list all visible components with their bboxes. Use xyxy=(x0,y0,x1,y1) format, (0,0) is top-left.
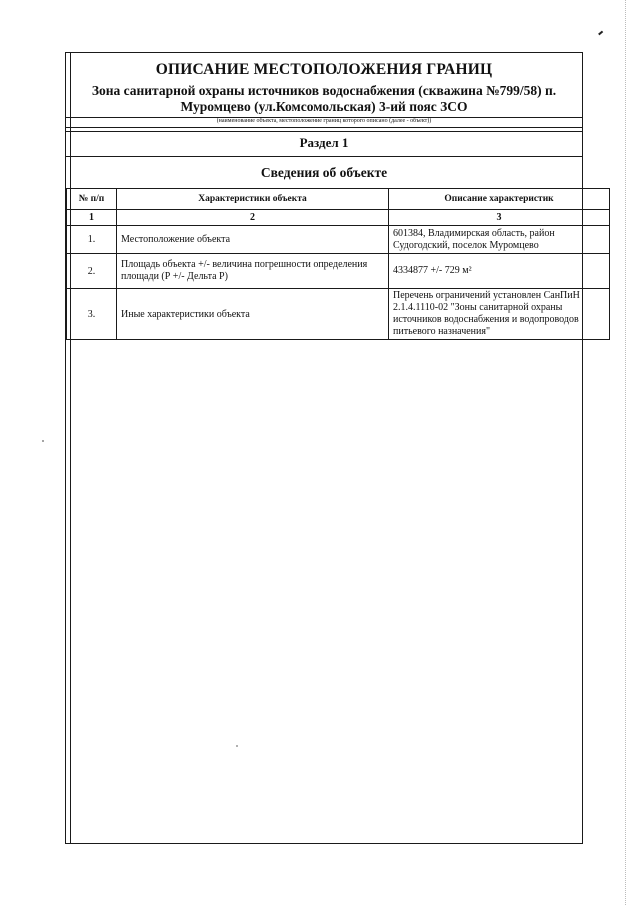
table-row xyxy=(67,254,610,289)
object-info-table xyxy=(66,188,610,340)
row-number: 3. xyxy=(67,289,117,340)
object-name-caption: (наименование объекта, местоположение границ которого описано (далее - объект)) xyxy=(216,118,432,124)
row-characteristic: Площадь объекта +/- величина погрешности определения площади (Р +/- Дельта Р) xyxy=(117,254,389,289)
row-description: Перечень ограничений установлен СанПиН 2.1.4.1110-02 "Зоны санитарной охраны источников водоснабжения и водопроводов питьевого назначения" xyxy=(389,289,610,340)
section-label: Раздел 1 xyxy=(299,135,349,150)
column-header-description: Описание характеристик xyxy=(389,189,610,210)
divider xyxy=(66,127,582,128)
row-characteristic: Иные характеристики объекта xyxy=(117,289,389,340)
row-description: 601384, Владимирская область, район Судогодский, поселок Муромцево xyxy=(389,226,610,254)
document-title: ОПИСАНИЕ МЕСТОПОЛОЖЕНИЯ ГРАНИЦ xyxy=(155,61,493,78)
table-row xyxy=(67,289,610,340)
table-header-row xyxy=(67,189,610,210)
row-number: 2. xyxy=(67,254,117,289)
page-edge xyxy=(625,0,626,905)
column-index-row xyxy=(67,210,610,226)
row-description: 4334877 +/- 729 м² xyxy=(389,254,610,289)
column-index: 3 xyxy=(389,210,610,226)
object-name: Зона санитарной охраны источников водоснабжения (скважина №799/58) п. Муромцево (ул.Комсомольская) 3-ий пояс ЗСО xyxy=(91,83,557,114)
column-header-characteristic: Характеристики объекта xyxy=(117,189,389,210)
row-number: 1. xyxy=(67,226,117,254)
block-title: Сведения об объекте xyxy=(260,165,388,180)
document-frame xyxy=(65,52,583,844)
divider xyxy=(66,156,582,157)
divider xyxy=(66,131,582,132)
column-index: 2 xyxy=(117,210,389,226)
column-index: 1 xyxy=(67,210,117,226)
scan-speck xyxy=(42,440,44,442)
row-characteristic: Местоположение объекта xyxy=(117,226,389,254)
column-header-num: № п/п xyxy=(67,189,117,210)
pen-mark xyxy=(598,31,603,35)
table-row xyxy=(67,226,610,254)
